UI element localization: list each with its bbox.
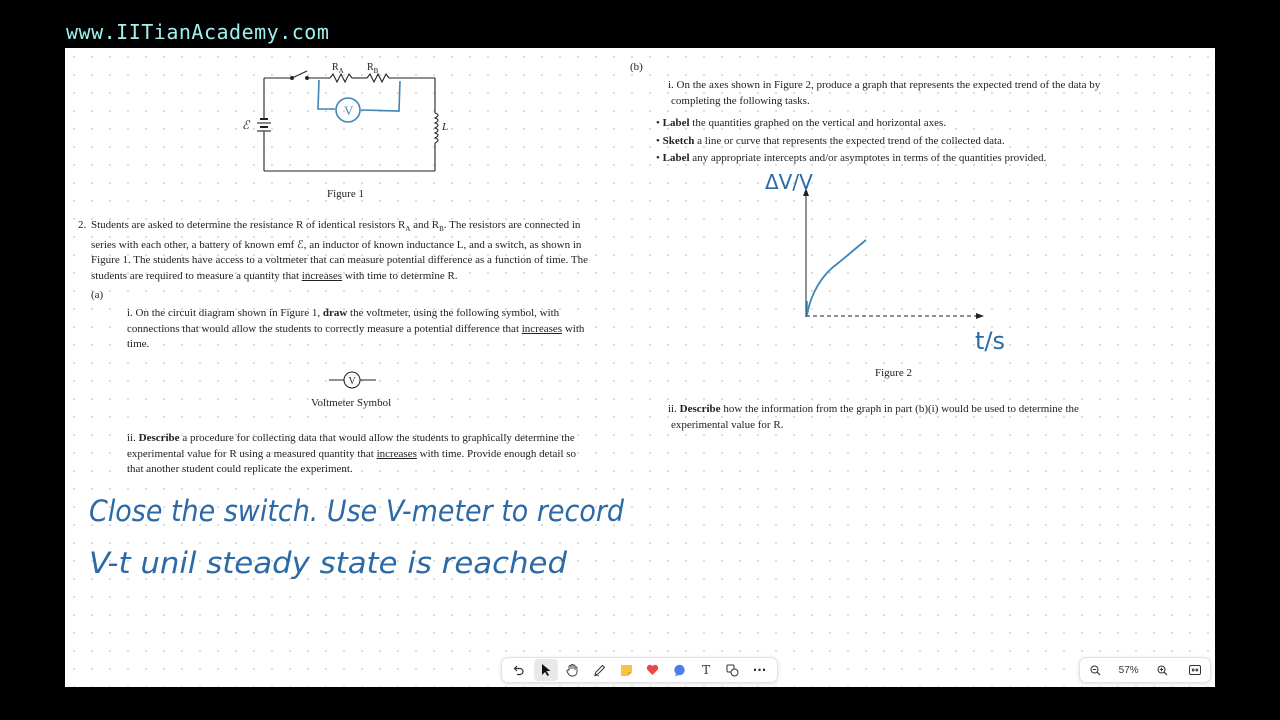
brand-url: www.IITianAcademy.com — [66, 20, 330, 44]
part-a-ii-text: ii. Describe a procedure for collecting data that would allow the students to graphically determine the experimental value for R using a measured quantity that increases with time. Provide enough detail so that another student could replicate the experiment. — [127, 432, 577, 475]
x-axis-label: t/s — [975, 327, 1005, 355]
sticky-note-icon[interactable] — [614, 659, 638, 681]
part-b-ii-text: ii. Describe how the information from the graph in part (b)(i) would be used to determine the experimental value for R. — [668, 403, 1079, 431]
figure-1-caption: Figure 1 — [327, 188, 364, 200]
zoom-controls — [1079, 657, 1211, 683]
drawing-toolbar — [501, 657, 778, 683]
part-a-label: (a) — [91, 289, 104, 301]
task-bullets — [656, 116, 1196, 167]
question-text: Students are asked to determine the resistance R of identical resistors $R_A$ and $R_B$. The resistors are connected in series with each other, a battery of known emf ℰ, an inductor of known inductance L, and a switch, as shown in Figure 1. The students have access to a voltmeter that can measure potential difference as a function of time. The students are required to measure a quantity that increases with time to determine R. — [91, 219, 588, 282]
graph-figure-2 — [755, 166, 1025, 361]
fit-to-screen-icon[interactable] — [1186, 661, 1204, 679]
rb-label: R — [367, 62, 374, 73]
emf-label: ℰ — [242, 118, 250, 132]
zoom-in-icon[interactable] — [1153, 661, 1171, 679]
zoom-out-icon[interactable] — [1086, 661, 1104, 679]
circuit-figure-1 — [235, 58, 455, 186]
hand-icon[interactable] — [561, 659, 585, 681]
text-tool-icon[interactable]: T — [702, 663, 711, 677]
inductor-label: L — [442, 121, 449, 133]
handwriting-line-1: Close the switch. Use V-meter to record — [89, 494, 625, 528]
shapes-icon[interactable] — [721, 659, 745, 681]
voltmeter-symbol — [327, 370, 379, 390]
question-number: 2. — [78, 219, 87, 231]
y-axis-label: ΔV/V — [765, 170, 813, 194]
pen-icon[interactable] — [587, 659, 611, 681]
bullet-item: • Label the quantities graphed on the vertical and horizontal axes. — [656, 117, 947, 129]
bullet-item: • Sketch a line or curve that represents the expected trend of the collected data. — [656, 134, 1005, 147]
ra-sub: A — [338, 67, 344, 75]
voltmeter-drawn-label: V — [344, 103, 354, 118]
pointer-icon[interactable] — [534, 659, 558, 681]
svg-text:RB — [367, 62, 379, 75]
part-b-i-text: i. On the axes shown in Figure 2, produce a graph that represents the expected trend of the data by completing the following tasks. — [668, 79, 1101, 107]
sketched-curve — [807, 240, 866, 315]
more-options-icon[interactable]: ··· — [752, 663, 767, 677]
part-b-label: (b) — [630, 61, 643, 73]
handwriting-line-2: V-t unil steady state is reached — [89, 546, 568, 580]
handwritten-answer — [85, 483, 630, 603]
whiteboard-canvas[interactable] — [65, 48, 1215, 687]
bullet-item: • Label any appropriate intercepts and/or asymptotes in terms of the quantities provided. — [656, 152, 1047, 164]
zoom-level[interactable]: 57% — [1118, 664, 1139, 676]
ra-label: R — [332, 62, 339, 73]
voltmeter-symbol-caption: Voltmeter Symbol — [311, 397, 392, 409]
figure-2-caption: Figure 2 — [875, 367, 912, 379]
heart-icon[interactable] — [641, 659, 665, 681]
undo-icon[interactable] — [507, 659, 531, 681]
comment-icon[interactable] — [667, 659, 691, 681]
rb-sub: B — [373, 67, 379, 75]
svg-text:V: V — [348, 376, 356, 387]
part-a-i-text: i. On the circuit diagram shown in Figure 1, draw the voltmeter, using the following symbol, with connections that would allow the students to correctly measure a potential difference that increases with time. — [127, 307, 585, 350]
svg-text:RA — [332, 62, 344, 75]
